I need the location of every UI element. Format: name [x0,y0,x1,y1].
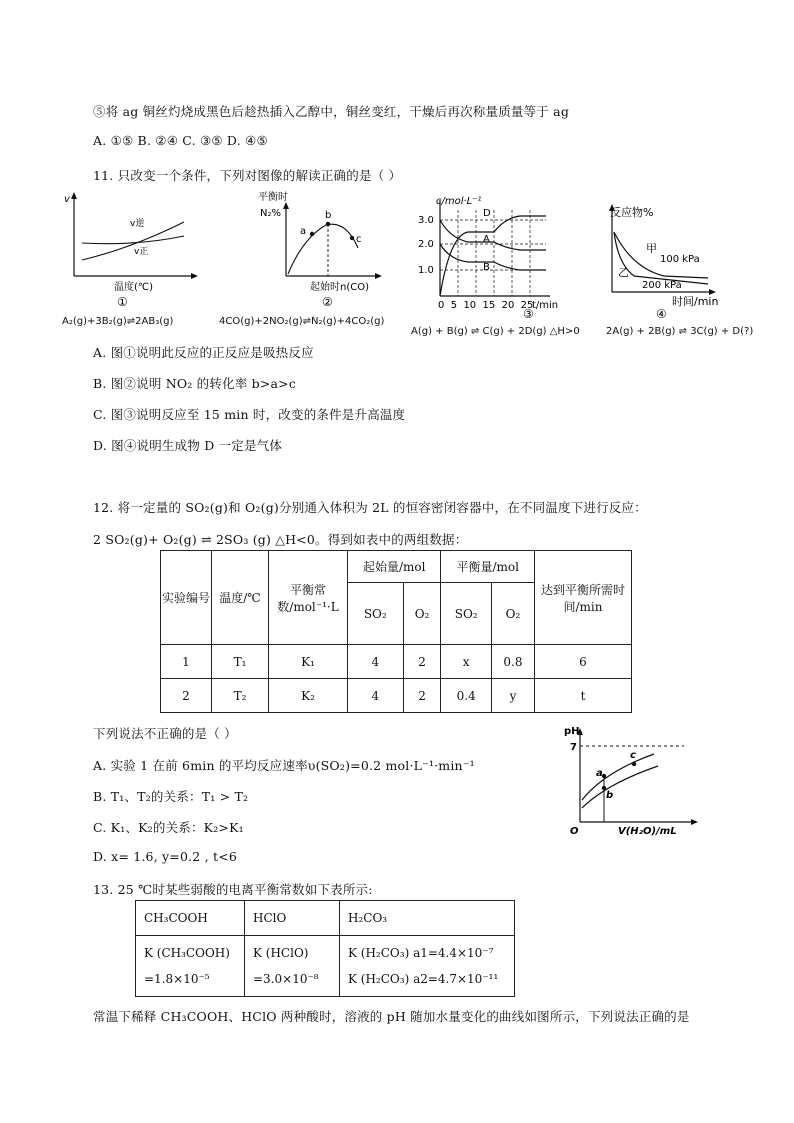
prev-statement-5: ⑤将 ag 铜丝灼烧成黑色后趁热插入乙醇中，铜丝变红，干燥后再次称量质量等于 ag [93,104,570,119]
figure-number-3: ③ [523,307,534,318]
cell-k-hclo [245,936,340,997]
header-equilibrium: 平衡量/mol [441,551,535,583]
point-a [310,232,314,236]
label-a: a [300,226,307,237]
header-k: 平衡常数/mol⁻¹·L [269,551,348,645]
label-A: A [483,234,490,245]
cell: 1 [161,645,212,679]
cell-k-ch3cooh [136,936,245,997]
k-h2co3-a2: K (H₂CO₃) a2=4.7×10⁻¹¹ [348,972,499,986]
sub-so2: SO₂ [348,583,404,645]
cell: K₂ [269,679,348,713]
cell-k-h2co3 [340,936,515,997]
axis-label-temperature: 温度(℃) [114,282,154,293]
cell: K₁ [269,645,348,679]
tick-7: 7 [570,742,577,753]
header-exp: 实验编号 [161,551,212,645]
q12-option-C: C. K₁、K₂的关系：K₂>K₁ [93,820,244,835]
q11-option-A: A. 图①说明此反应的正反应是吸热反应 [93,345,314,360]
cell: x [441,645,491,679]
q11-option-D: D. 图④说明生成物 D 一定是气体 [93,438,283,453]
q11-figure-1 [62,188,202,310]
axis-label-t: t/min [532,300,559,311]
q12-data-table [160,550,632,713]
header-temp: 温度/℃ [212,551,269,645]
label-c: c [356,234,362,245]
point-b [326,222,330,226]
point-c [632,762,636,766]
cell: 0.4 [441,679,491,713]
table-row [161,679,632,713]
k-hclo-value: =3.0×10⁻⁸ [253,972,319,986]
q11-stem: 11. 只改变一个条件，下列对图像的解读正确的是（ ） [93,168,402,183]
fig3-equation: A(g) + B(g) ⇌ C(g) + 2D(g) △H>0 [411,326,580,337]
label-c: c [630,750,636,761]
sub-o2: O₂ [491,583,534,645]
tick-1: 1.0 [418,265,434,276]
cell: 2 [161,679,212,713]
q11-figure-2 [218,188,388,310]
cell: 0.8 [491,645,534,679]
label-a: a [596,768,603,779]
header-hclo: HClO [245,901,340,936]
k-hclo-label: K (HClO) [253,946,309,960]
q11-figure-3 [410,190,580,318]
ph-dilution-graph [534,722,704,840]
axis-label-nco: 起始时n(CO) [310,282,369,293]
origin-label: O [570,826,579,837]
label-v-reverse: v逆 [130,219,145,229]
curve-n2 [288,224,358,274]
k-h2co3-a1: K (H₂CO₃) a1=4.4×10⁻⁷ [348,946,494,960]
q11-option-C: C. 图③说明反应至 15 min 时，改变的条件是升高温度 [93,407,406,422]
cell: 2 [403,679,441,713]
curve-upper [582,754,654,800]
curve-lower [582,766,658,808]
q13-constants-table [135,900,515,997]
figure-number-1: ① [117,295,128,309]
tick-2: 2.0 [418,239,434,250]
q13-stem: 13. 25 ℃时某些弱酸的电离平衡常数如下表所示: [93,882,373,897]
tick-3: 3.0 [418,215,434,226]
figure-number-4: ④ [656,307,667,320]
sub-so2: SO₂ [441,583,491,645]
sub-o2: O₂ [403,583,441,645]
axis-label-equilibrium: 平衡时 [258,192,288,203]
fig1-equation: A₂(g)+3B₂(g)⇌2AB₃(g) [62,316,174,327]
label-v-forward: v正 [134,247,149,257]
k-ch3cooh-label: K (CH₃COOH) [144,946,230,960]
cell: T₂ [212,679,269,713]
fig2-equation: 4CO(g)+2NO₂(g)⇌N₂(g)+4CO₂(g) [219,316,385,327]
axis-label-volume: V(H₂O)/mL [618,826,677,837]
header-time: 达到平衡所需时间/min [535,551,632,645]
label-jia: 甲 [646,242,657,255]
figure-number-2: ② [322,295,333,309]
cell: 4 [348,645,404,679]
axis-label-time: 时间/min [672,295,719,308]
q13-tail: 常温下稀释 CH₃COOH、HClO 两种酸时，溶液的 pH 随加水量变化的曲线如图所示，下列说法正确的是 [93,1009,690,1024]
label-D: D [483,208,491,219]
point-c [350,236,354,240]
fig4-equation: 2A(g) + 2B(g) ⇌ 3C(g) + D(?) [606,326,754,337]
prev-options: A. ①⑤ B. ②④ C. ③⑤ D. ④⑤ [93,133,268,148]
axis-label-c: c/mol·L⁻¹ [436,196,482,207]
cell: 4 [348,679,404,713]
axis-label-reactant: 反应物% [610,206,654,219]
q12-option-B: B. T₁、T₂的关系：T₁ > T₂ [93,789,249,804]
label-b: b [325,210,332,221]
q12-ask: 下列说法不正确的是（ ） [93,726,237,741]
label-B: B [483,262,490,273]
q12-stem: 12. 将一定量的 SO₂(g)和 O₂(g)分别通入体积为 2L 的恒容密闭容器中，在不同温度下进行反应： [93,500,647,515]
curve-v-forward [82,236,184,244]
header-h2co3: H₂CO₃ [340,901,515,936]
q12-equation: 2 SO₂(g)+ O₂(g) ⇌ 2SO₃ (g) △H<0。得到如表中的两组数据： [93,532,468,547]
label-100kpa: 100 kPa [660,254,700,265]
header-ch3cooh: CH₃COOH [136,901,245,936]
label-b: b [606,790,614,801]
q12-option-A: A. 实验 1 在前 6min 的平均反应速率υ(SO₂)=0.2 mol·L⁻¹·min⁻¹ [93,758,475,773]
axis-label-v: v [64,194,70,205]
k-ch3cooh-value: =1.8×10⁻⁵ [144,972,210,986]
cell: 6 [535,645,632,679]
cell: T₁ [212,645,269,679]
header-start: 起始量/mol [348,551,441,583]
cell: 2 [403,645,441,679]
axis-label-n2: N₂% [260,208,281,219]
label-yi: 乙 [618,266,629,279]
label-200kpa: 200 kPa [642,280,682,291]
cell: y [491,679,534,713]
axis-label-ph: pH [564,726,580,737]
q11-option-B: B. 图②说明 NO₂ 的转化率 b>a>c [93,376,297,391]
q12-option-D: D. x= 1.6, y=0.2 , t<6 [93,849,238,864]
table-row [161,645,632,679]
x-ticks: 0 5 10 15 20 25 [438,300,534,311]
cell: t [535,679,632,713]
q11-figure-4 [594,196,734,320]
